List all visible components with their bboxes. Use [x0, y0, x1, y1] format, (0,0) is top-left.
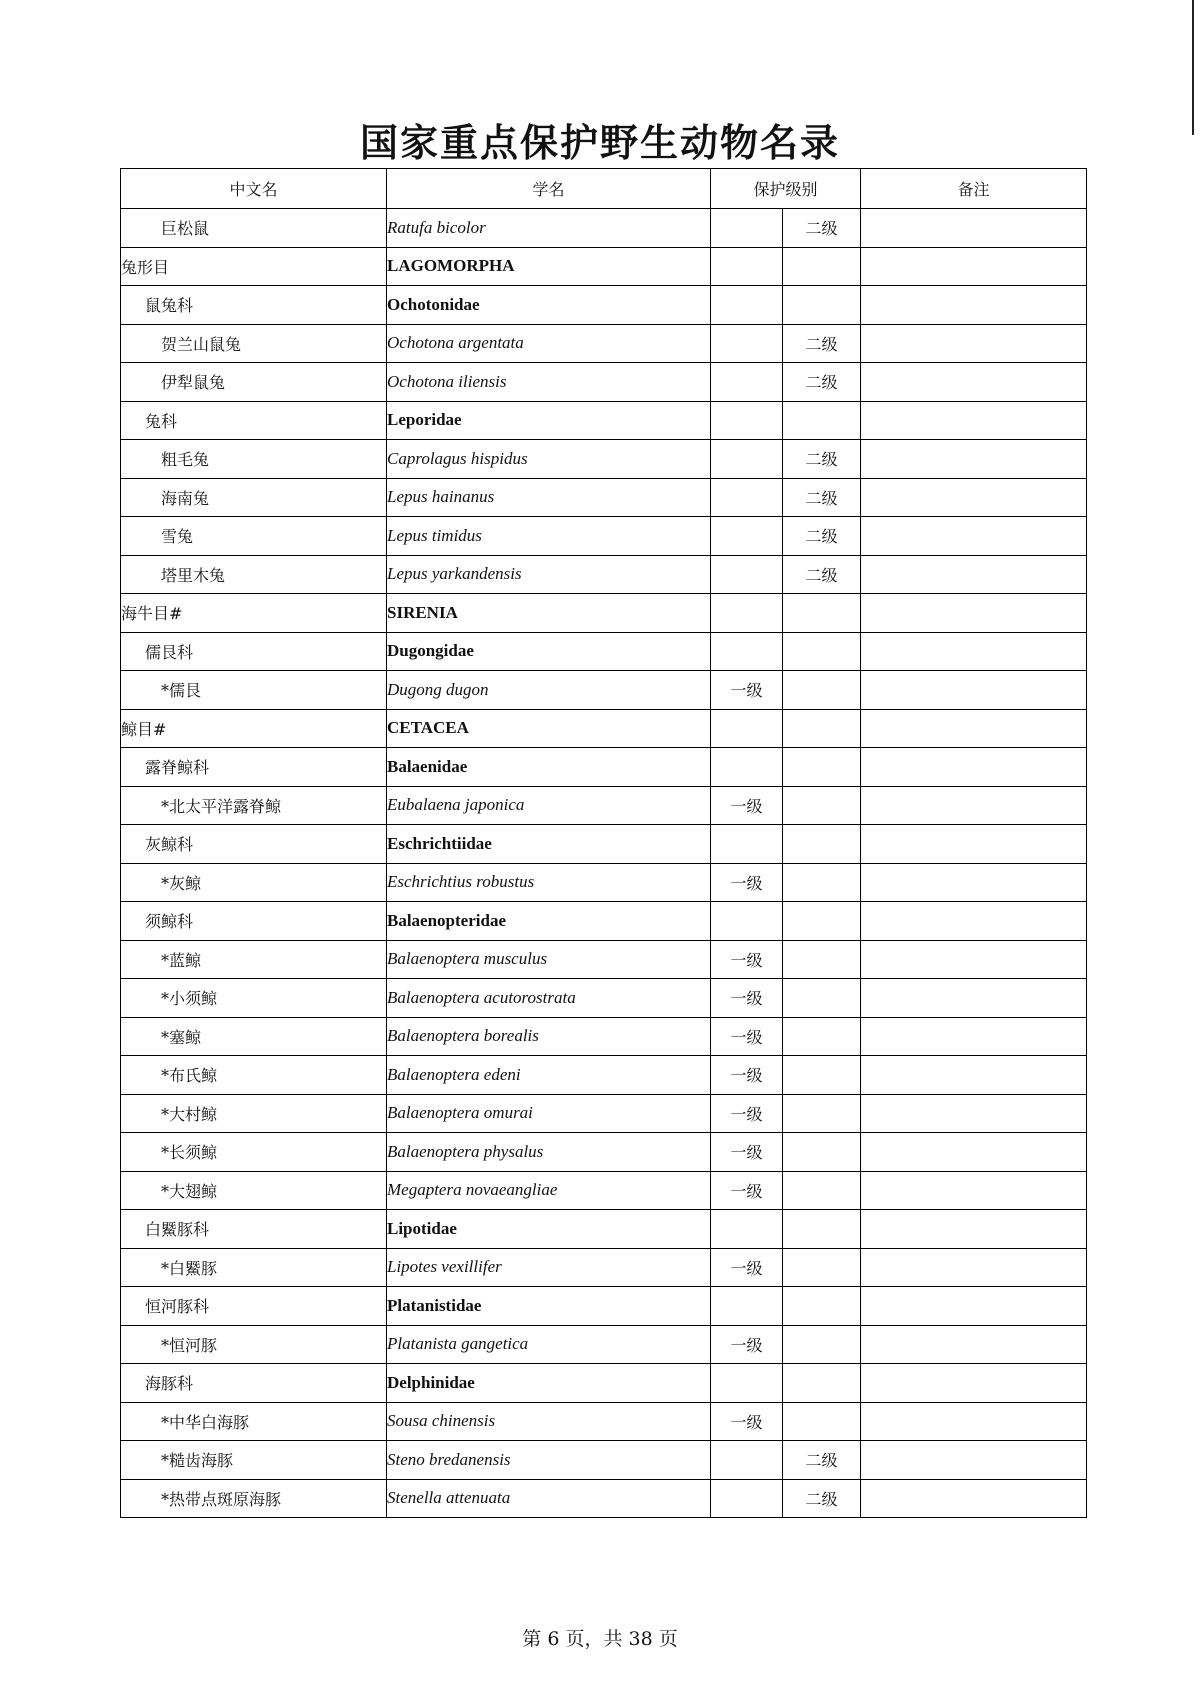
scientific-name-cell: Ochotona iliensis: [387, 363, 711, 402]
remarks-cell: [861, 786, 1087, 825]
chinese-name-cell: *大翅鲸: [121, 1171, 387, 1210]
grade-two-cell: [783, 671, 861, 710]
grade-two-cell: 二级: [783, 1441, 861, 1480]
grade-two-cell: [783, 825, 861, 864]
chinese-name-cell: 海豚科: [121, 1364, 387, 1403]
scientific-name-cell: Platanista gangetica: [387, 1325, 711, 1364]
grade-one-cell: 一级: [711, 863, 783, 902]
grade-one-cell: [711, 209, 783, 248]
header-remarks: 备注: [861, 169, 1087, 209]
chinese-name-cell: 雪兔: [121, 517, 387, 556]
header-scientific-name: 学名: [387, 169, 711, 209]
chinese-name-cell: *小须鲸: [121, 979, 387, 1018]
grade-two-cell: [783, 1287, 861, 1326]
remarks-cell: [861, 1248, 1087, 1287]
remarks-cell: [861, 247, 1087, 286]
chinese-name-cell: *布氏鲸: [121, 1056, 387, 1095]
header-protection-level: 保护级别: [711, 169, 861, 209]
chinese-name-cell: 儒艮科: [121, 632, 387, 671]
grade-two-cell: 二级: [783, 517, 861, 556]
table-row: [121, 1287, 1087, 1326]
grade-two-cell: [783, 1364, 861, 1403]
table-row: [121, 1402, 1087, 1441]
table-row: [121, 632, 1087, 671]
remarks-cell: [861, 1017, 1087, 1056]
grade-one-cell: [711, 324, 783, 363]
grade-one-cell: 一级: [711, 1094, 783, 1133]
table-row: [121, 1133, 1087, 1172]
table-row: [121, 594, 1087, 633]
remarks-cell: [861, 555, 1087, 594]
grade-two-cell: [783, 940, 861, 979]
scientific-name-cell: Eschrichtius robustus: [387, 863, 711, 902]
grade-two-cell: [783, 748, 861, 787]
grade-one-cell: [711, 1287, 783, 1326]
grade-two-cell: [783, 1171, 861, 1210]
remarks-cell: [861, 1094, 1087, 1133]
chinese-name-cell: 鲸目#: [121, 709, 387, 748]
remarks-cell: [861, 709, 1087, 748]
grade-one-cell: [711, 1364, 783, 1403]
remarks-cell: [861, 940, 1087, 979]
table-row: [121, 324, 1087, 363]
header-chinese-name: 中文名: [121, 169, 387, 209]
remarks-cell: [861, 748, 1087, 787]
grade-one-cell: 一级: [711, 1133, 783, 1172]
grade-two-cell: [783, 1056, 861, 1095]
grade-one-cell: [711, 286, 783, 325]
chinese-name-cell: *糙齿海豚: [121, 1441, 387, 1480]
grade-two-cell: [783, 594, 861, 633]
grade-one-cell: 一级: [711, 1017, 783, 1056]
remarks-cell: [861, 1325, 1087, 1364]
chinese-name-cell: *塞鲸: [121, 1017, 387, 1056]
grade-one-cell: [711, 517, 783, 556]
chinese-name-cell: *儒艮: [121, 671, 387, 710]
grade-one-cell: [711, 1479, 783, 1518]
scientific-name-cell: Ochotonidae: [387, 286, 711, 325]
grade-two-cell: [783, 1017, 861, 1056]
remarks-cell: [861, 1171, 1087, 1210]
scientific-name-cell: Ratufa bicolor: [387, 209, 711, 248]
scientific-name-cell: Steno bredanensis: [387, 1441, 711, 1480]
grade-one-cell: 一级: [711, 940, 783, 979]
table-row: [121, 1056, 1087, 1095]
remarks-cell: [861, 363, 1087, 402]
grade-two-cell: 二级: [783, 478, 861, 517]
remarks-cell: [861, 478, 1087, 517]
grade-one-cell: [711, 478, 783, 517]
table-row: [121, 401, 1087, 440]
grade-one-cell: [711, 1441, 783, 1480]
remarks-cell: [861, 1402, 1087, 1441]
grade-two-cell: 二级: [783, 209, 861, 248]
grade-one-cell: [711, 902, 783, 941]
scientific-name-cell: Eubalaena japonica: [387, 786, 711, 825]
table-row: [121, 247, 1087, 286]
chinese-name-cell: *恒河豚: [121, 1325, 387, 1364]
table-row: [121, 1364, 1087, 1403]
page-footer: 第 6 页，共 38 页: [522, 1628, 678, 1650]
grade-one-cell: [711, 555, 783, 594]
grade-two-cell: [783, 1325, 861, 1364]
remarks-cell: [861, 440, 1087, 479]
table-row: [121, 1325, 1087, 1364]
chinese-name-cell: *蓝鲸: [121, 940, 387, 979]
remarks-cell: [861, 1056, 1087, 1095]
grade-two-cell: [783, 979, 861, 1018]
chinese-name-cell: 须鲸科: [121, 902, 387, 941]
remarks-cell: [861, 671, 1087, 710]
remarks-cell: [861, 863, 1087, 902]
chinese-name-cell: *大村鲸: [121, 1094, 387, 1133]
chinese-name-cell: 恒河豚科: [121, 1287, 387, 1326]
scientific-name-cell: Leporidae: [387, 401, 711, 440]
table-body: [121, 209, 1087, 1518]
scientific-name-cell: LAGOMORPHA: [387, 247, 711, 286]
grade-two-cell: [783, 401, 861, 440]
table-row: [121, 1171, 1087, 1210]
table-row: [121, 363, 1087, 402]
remarks-cell: [861, 401, 1087, 440]
table-row: [121, 209, 1087, 248]
grade-one-cell: [711, 632, 783, 671]
chinese-name-cell: *北太平洋露脊鲸: [121, 786, 387, 825]
table-row: [121, 1017, 1087, 1056]
scientific-name-cell: Balaenidae: [387, 748, 711, 787]
grade-two-cell: [783, 286, 861, 325]
remarks-cell: [861, 594, 1087, 633]
scientific-name-cell: CETACEA: [387, 709, 711, 748]
chinese-name-cell: 塔里木兔: [121, 555, 387, 594]
scientific-name-cell: Balaenoptera edeni: [387, 1056, 711, 1095]
grade-two-cell: [783, 632, 861, 671]
remarks-cell: [861, 1287, 1087, 1326]
table-row: [121, 478, 1087, 517]
grade-one-cell: [711, 825, 783, 864]
remarks-cell: [861, 1133, 1087, 1172]
chinese-name-cell: 巨松鼠: [121, 209, 387, 248]
table-row: [121, 1248, 1087, 1287]
chinese-name-cell: 海牛目#: [121, 594, 387, 633]
scientific-name-cell: Lipotes vexillifer: [387, 1248, 711, 1287]
species-table: [120, 168, 1087, 1518]
grade-one-cell: [711, 363, 783, 402]
grade-one-cell: 一级: [711, 979, 783, 1018]
remarks-cell: [861, 1364, 1087, 1403]
remarks-cell: [861, 324, 1087, 363]
scientific-name-cell: Lepus yarkandensis: [387, 555, 711, 594]
chinese-name-cell: 海南兔: [121, 478, 387, 517]
table-row: [121, 748, 1087, 787]
chinese-name-cell: 兔形目: [121, 247, 387, 286]
table-row: [121, 671, 1087, 710]
chinese-name-cell: 粗毛兔: [121, 440, 387, 479]
table-row: [121, 979, 1087, 1018]
chinese-name-cell: 兔科: [121, 401, 387, 440]
scientific-name-cell: Lipotidae: [387, 1210, 711, 1249]
remarks-cell: [861, 1210, 1087, 1249]
table-row: [121, 863, 1087, 902]
scientific-name-cell: Caprolagus hispidus: [387, 440, 711, 479]
chinese-name-cell: 白鱀豚科: [121, 1210, 387, 1249]
scientific-name-cell: Ochotona argentata: [387, 324, 711, 363]
scientific-name-cell: Lepus hainanus: [387, 478, 711, 517]
grade-one-cell: [711, 1210, 783, 1249]
scientific-name-cell: Dugongidae: [387, 632, 711, 671]
table-header-row: [121, 169, 1087, 209]
chinese-name-cell: *中华白海豚: [121, 1402, 387, 1441]
grade-two-cell: 二级: [783, 555, 861, 594]
grade-two-cell: [783, 247, 861, 286]
table-row: [121, 1210, 1087, 1249]
chinese-name-cell: 露脊鲸科: [121, 748, 387, 787]
grade-two-cell: 二级: [783, 363, 861, 402]
remarks-cell: [861, 1479, 1087, 1518]
scientific-name-cell: Balaenoptera borealis: [387, 1017, 711, 1056]
chinese-name-cell: *灰鲸: [121, 863, 387, 902]
grade-two-cell: [783, 1133, 861, 1172]
chinese-name-cell: 灰鲸科: [121, 825, 387, 864]
remarks-cell: [861, 632, 1087, 671]
grade-two-cell: 二级: [783, 1479, 861, 1518]
remarks-cell: [861, 902, 1087, 941]
scientific-name-cell: Dugong dugon: [387, 671, 711, 710]
scientific-name-cell: Platanistidae: [387, 1287, 711, 1326]
grade-two-cell: [783, 786, 861, 825]
scientific-name-cell: Lepus timidus: [387, 517, 711, 556]
grade-two-cell: [783, 1094, 861, 1133]
chinese-name-cell: 贺兰山鼠兔: [121, 324, 387, 363]
grade-one-cell: [711, 440, 783, 479]
grade-one-cell: [711, 247, 783, 286]
chinese-name-cell: *长须鲸: [121, 1133, 387, 1172]
scientific-name-cell: Delphinidae: [387, 1364, 711, 1403]
grade-two-cell: [783, 1248, 861, 1287]
remarks-cell: [861, 517, 1087, 556]
table-row: [121, 1479, 1087, 1518]
grade-one-cell: 一级: [711, 786, 783, 825]
remarks-cell: [861, 979, 1087, 1018]
table-row: [121, 1441, 1087, 1480]
table-row: [121, 286, 1087, 325]
grade-two-cell: [783, 709, 861, 748]
scientific-name-cell: SIRENIA: [387, 594, 711, 633]
chinese-name-cell: *热带点斑原海豚: [121, 1479, 387, 1518]
grade-one-cell: [711, 709, 783, 748]
grade-one-cell: 一级: [711, 1056, 783, 1095]
table-row: [121, 709, 1087, 748]
grade-one-cell: 一级: [711, 1402, 783, 1441]
chinese-name-cell: *白鱀豚: [121, 1248, 387, 1287]
grade-two-cell: [783, 1210, 861, 1249]
remarks-cell: [861, 825, 1087, 864]
grade-two-cell: [783, 902, 861, 941]
scientific-name-cell: Balaenoptera acutorostrata: [387, 979, 711, 1018]
remarks-cell: [861, 286, 1087, 325]
table-row: [121, 786, 1087, 825]
table-row: [121, 1094, 1087, 1133]
scientific-name-cell: Balaenopteridae: [387, 902, 711, 941]
grade-two-cell: 二级: [783, 324, 861, 363]
grade-one-cell: [711, 401, 783, 440]
table-row: [121, 440, 1087, 479]
grade-one-cell: [711, 748, 783, 787]
table-row: [121, 517, 1087, 556]
grade-one-cell: 一级: [711, 1171, 783, 1210]
grade-two-cell: [783, 863, 861, 902]
scientific-name-cell: Megaptera novaeangliae: [387, 1171, 711, 1210]
chinese-name-cell: 鼠兔科: [121, 286, 387, 325]
grade-one-cell: 一级: [711, 671, 783, 710]
grade-one-cell: 一级: [711, 1248, 783, 1287]
page-title: 国家重点保护野生动物名录: [359, 120, 840, 165]
chinese-name-cell: 伊犁鼠兔: [121, 363, 387, 402]
scientific-name-cell: Stenella attenuata: [387, 1479, 711, 1518]
grade-two-cell: 二级: [783, 440, 861, 479]
table-row: [121, 902, 1087, 941]
remarks-cell: [861, 1441, 1087, 1480]
scientific-name-cell: Balaenoptera physalus: [387, 1133, 711, 1172]
scientific-name-cell: Eschrichtiidae: [387, 825, 711, 864]
table-row: [121, 555, 1087, 594]
scientific-name-cell: Balaenoptera omurai: [387, 1094, 711, 1133]
grade-two-cell: [783, 1402, 861, 1441]
remarks-cell: [861, 209, 1087, 248]
scientific-name-cell: Sousa chinensis: [387, 1402, 711, 1441]
grade-one-cell: [711, 594, 783, 633]
table-row: [121, 940, 1087, 979]
table-row: [121, 825, 1087, 864]
grade-one-cell: 一级: [711, 1325, 783, 1364]
scientific-name-cell: Balaenoptera musculus: [387, 940, 711, 979]
